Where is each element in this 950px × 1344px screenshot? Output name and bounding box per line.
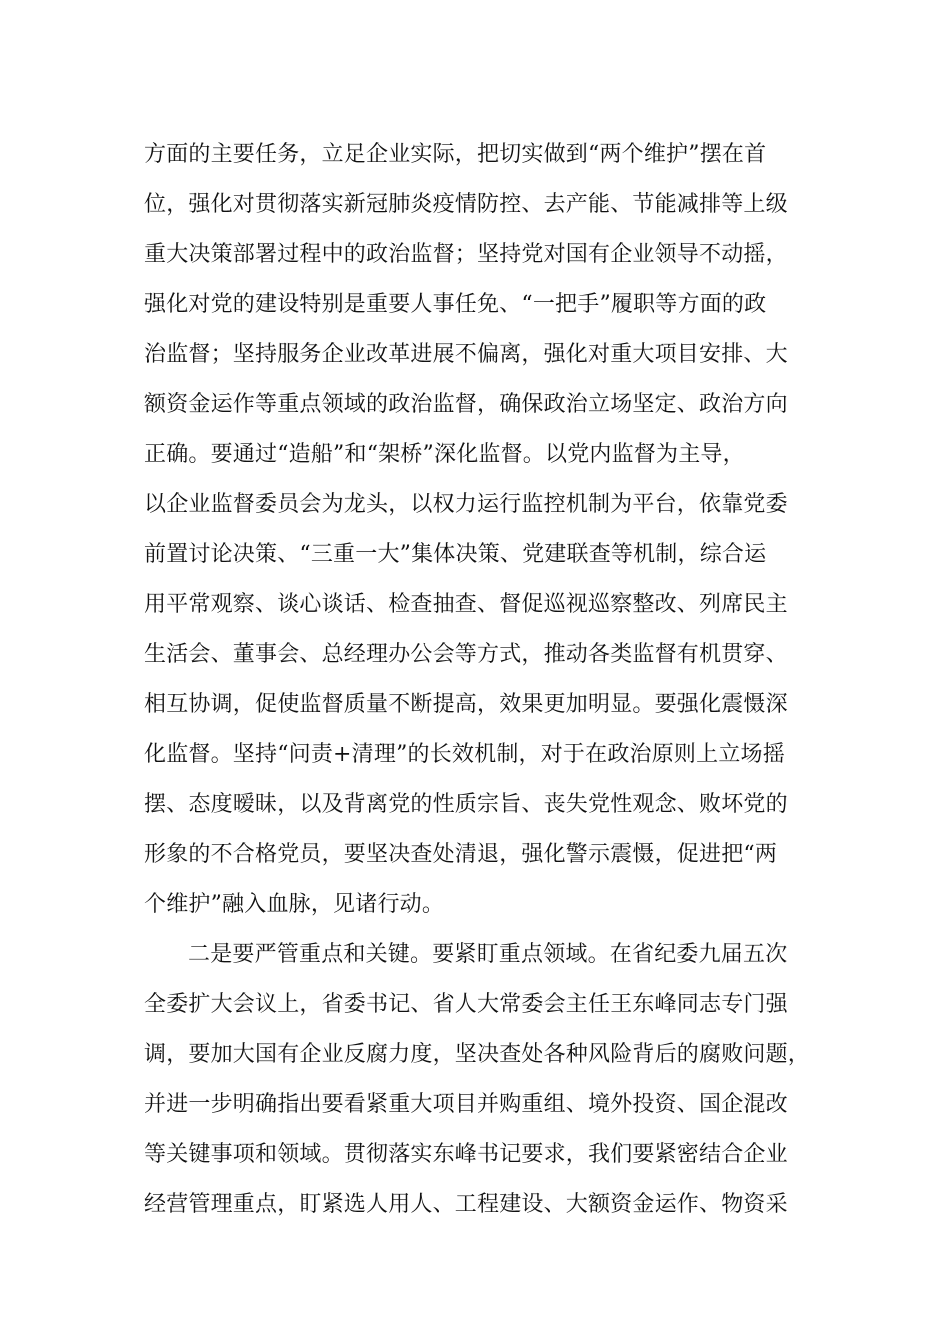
paragraph-line: 以企业监督委员会为龙头，以权力运行监控机制为平台，依靠党委 bbox=[144, 492, 788, 517]
paragraph-line: 摆、态度暧昧，以及背离党的性质宗旨、丧失党性观念、败坏党的 bbox=[144, 792, 788, 817]
paragraph-line: 生活会、董事会、总经理办公会等方式，推动各类监督有机贯穿、 bbox=[144, 642, 788, 667]
paragraph-line: 形象的不合格党员，要坚决查处清退，强化警示震慑，促进把“两 bbox=[144, 842, 778, 867]
paragraph-line: 重大决策部署过程中的政治监督；坚持党对国有企业领导不动摇， bbox=[144, 242, 788, 267]
paragraph-line: 个维护”融入血脉，见诸行动。 bbox=[144, 892, 445, 917]
paragraph-line: 相互协调，促使监督质量不断提高，效果更加明显。要强化震慑深 bbox=[144, 692, 788, 717]
paragraph-line: 化监督。坚持“问责+清理”的长效机制，对于在政治原则上立场摇 bbox=[144, 742, 785, 767]
paragraph-line: 经营管理重点，盯紧选人用人、工程建设、大额资金运作、物资采 bbox=[144, 1192, 788, 1217]
paragraph-line: 前置讨论决策、“三重一大”集体决策、党建联查等机制，综合运 bbox=[144, 542, 767, 567]
paragraph-line: 位，强化对贯彻落实新冠肺炎疫情防控、去产能、节能减排等上级 bbox=[144, 192, 788, 217]
paragraph-line: 调，要加大国有企业反腐力度，坚决查处各种风险背后的腐败问题， bbox=[144, 1042, 811, 1067]
paragraph-line: 方面的主要任务，立足企业实际，把切实做到“两个维护”摆在首 bbox=[144, 142, 767, 167]
paragraph-line: 额资金运作等重点领域的政治监督，确保政治立场坚定、政治方向 bbox=[144, 392, 788, 417]
paragraph-line: 全委扩大会议上，省委书记、省人大常委会主任王东峰同志专门强 bbox=[144, 992, 788, 1017]
paragraph-1 bbox=[144, 130, 816, 930]
document-body bbox=[144, 130, 816, 1230]
paragraph-line: 强化对党的建设特别是重要人事任免、“一把手”履职等方面的政 bbox=[144, 292, 767, 317]
paragraph-line: 并进一步明确指出要看紧重大项目并购重组、境外投资、国企混改 bbox=[144, 1092, 788, 1117]
paragraph-line: 用平常观察、谈心谈话、检查抽查、督促巡视巡察整改、列席民主 bbox=[144, 592, 788, 617]
paragraph-line: 治监督；坚持服务企业改革进展不偏离，强化对重大项目安排、大 bbox=[144, 342, 788, 367]
paragraph-line: 二是要严管重点和关键。要紧盯重点领域。在省纪委九届五次 bbox=[188, 942, 788, 967]
paragraph-line: 正确。要通过“造船”和“架桥”深化监督。以党内监督为主导， bbox=[144, 442, 745, 467]
paragraph-line: 等关键事项和领域。贯彻落实东峰书记要求，我们要紧密结合企业 bbox=[144, 1142, 788, 1167]
paragraph-2 bbox=[144, 930, 816, 1230]
